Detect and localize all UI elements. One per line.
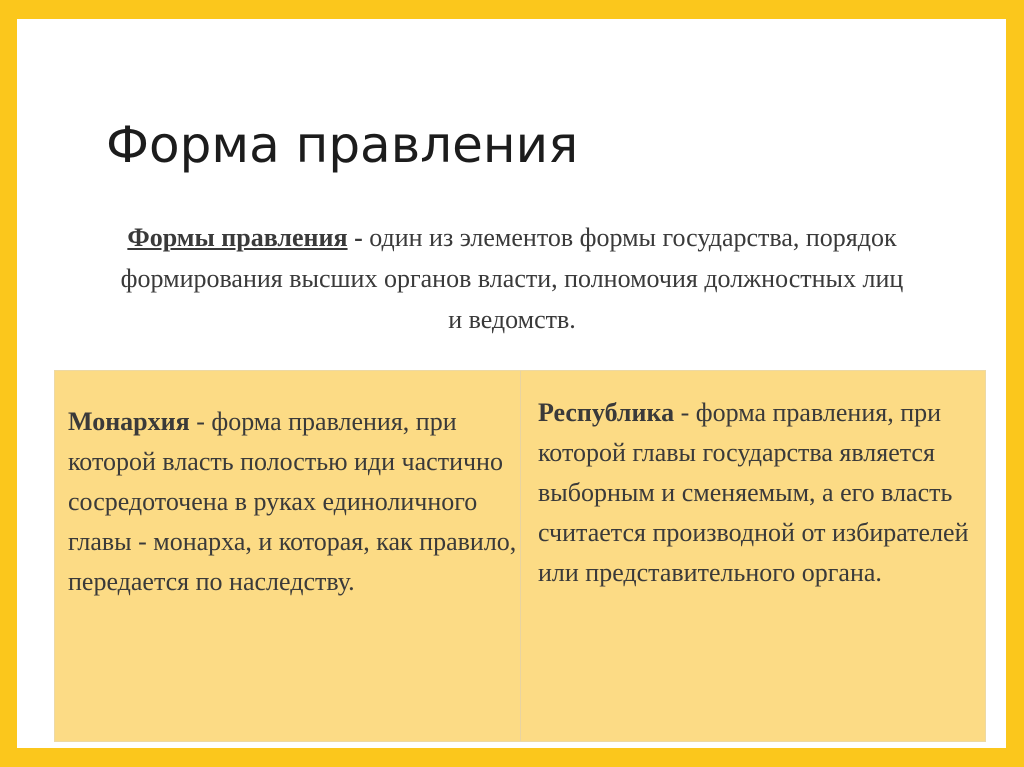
republic-cell [521, 371, 987, 741]
definition-dash: - [347, 223, 370, 252]
monarchy-definition [68, 402, 520, 602]
slide-title: Форма правления [106, 116, 579, 174]
comparison-table [54, 370, 986, 742]
monarchy-cell [55, 371, 521, 741]
definition-text: один из элементов формы государства, порядок формирования высших органов власти, полномочия должностных лиц и ведомств. [120, 223, 904, 334]
republic-definition [538, 393, 987, 593]
monarchy-text: - форма правления, при которой власть полостью иди частично сосредоточена в руках единоличного главы - монарха, и которая, как правило, передается по наследству. [68, 407, 517, 596]
definition-term: Формы правления [127, 223, 348, 252]
republic-term: Республика [538, 398, 675, 427]
republic-text: - форма правления, при которой главы государства является выборным и сменяемым, а его власть считается производной от избирателей или представительного органа. [538, 398, 969, 587]
monarchy-term: Монархия [68, 407, 190, 436]
slide [17, 19, 1006, 748]
definition-paragraph [117, 217, 907, 340]
